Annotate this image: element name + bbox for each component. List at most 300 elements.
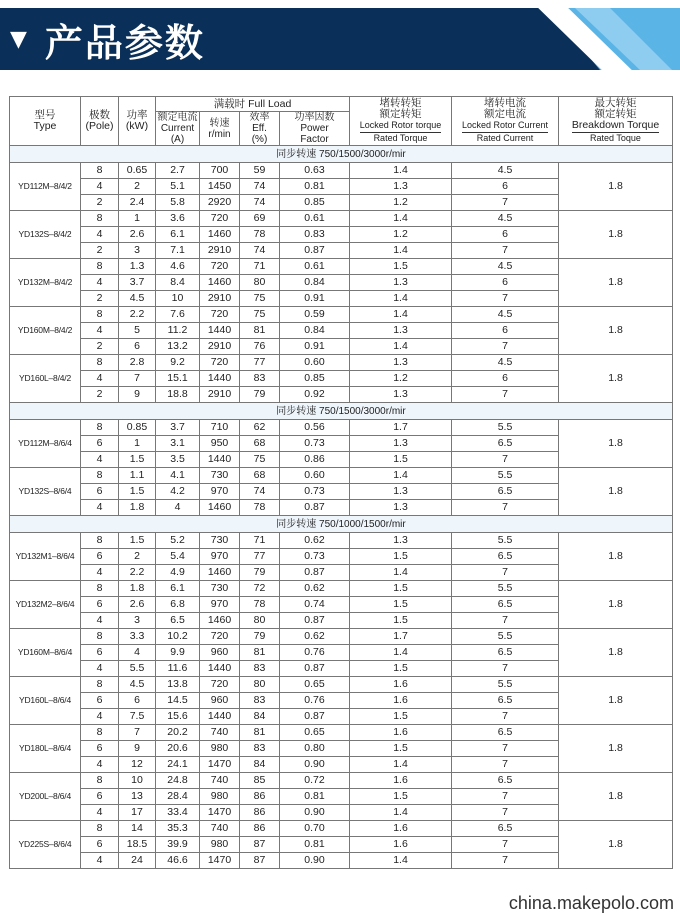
speed-cell: 960 [200,645,240,661]
power-cell: 1 [119,436,156,452]
table-row [10,581,673,597]
table-row [10,725,673,741]
locked-torque-cell: 1.3 [350,179,452,195]
locked-torque-cell: 1.5 [350,789,452,805]
col-full-load: 满载时 Full Load [156,97,350,112]
speed-cell: 1460 [200,275,240,291]
locked-torque-cell: 1.3 [350,436,452,452]
pf-cell: 0.90 [280,805,350,821]
eff-cell: 83 [240,741,280,757]
locked-torque-cell: 1.5 [350,549,452,565]
speed-cell: 1440 [200,709,240,725]
eff-cell: 85 [240,773,280,789]
current-cell: 4.2 [156,484,200,500]
locked-current-cell: 6.5 [452,484,559,500]
eff-cell: 68 [240,436,280,452]
power-cell: 1.1 [119,468,156,484]
power-cell: 9 [119,741,156,757]
current-cell: 5.8 [156,195,200,211]
locked-torque-cell: 1.4 [350,805,452,821]
pf-cell: 0.87 [280,565,350,581]
locked-torque-cell: 1.2 [350,227,452,243]
pole-cell: 4 [81,179,119,195]
eff-cell: 62 [240,420,280,436]
current-cell: 5.1 [156,179,200,195]
locked-torque-cell: 1.4 [350,291,452,307]
table-row [10,211,673,227]
power-cell: 12 [119,757,156,773]
breakdown-torque-cell: 1.8 [559,773,673,821]
power-cell: 2.6 [119,227,156,243]
current-cell: 4.9 [156,565,200,581]
model-type-cell: YD132M–8/4/2 [10,259,81,307]
locked-torque-cell: 1.5 [350,661,452,677]
breakdown-torque-cell: 1.8 [559,533,673,581]
pole-cell: 6 [81,789,119,805]
speed-cell: 1470 [200,853,240,869]
current-cell: 3.5 [156,452,200,468]
speed-cell: 1460 [200,565,240,581]
model-type-cell: YD112M–8/6/4 [10,420,81,468]
speed-cell: 960 [200,693,240,709]
pole-cell: 6 [81,693,119,709]
breakdown-torque-cell: 1.8 [559,725,673,773]
locked-current-cell: 6.5 [452,645,559,661]
breakdown-torque-cell: 1.8 [559,307,673,355]
power-cell: 14 [119,821,156,837]
eff-cell: 79 [240,565,280,581]
locked-current-cell: 5.5 [452,468,559,484]
pole-cell: 8 [81,355,119,371]
pole-cell: 4 [81,661,119,677]
locked-torque-cell: 1.6 [350,693,452,709]
locked-current-cell: 6 [452,275,559,291]
locked-torque-cell: 1.6 [350,821,452,837]
speed-cell: 1440 [200,323,240,339]
speed-cell: 740 [200,725,240,741]
eff-cell: 74 [240,484,280,500]
pf-cell: 0.90 [280,853,350,869]
speed-cell: 1440 [200,661,240,677]
locked-current-cell: 4.5 [452,163,559,179]
locked-current-cell: 7 [452,387,559,403]
power-cell: 2 [119,179,156,195]
current-cell: 15.6 [156,709,200,725]
power-cell: 2.8 [119,355,156,371]
section-title: 同步转速 750/1500/3000r/mir [10,403,673,420]
pole-cell: 6 [81,549,119,565]
current-cell: 5.2 [156,533,200,549]
speed-cell: 1470 [200,757,240,773]
locked-torque-cell: 1.6 [350,677,452,693]
current-cell: 13.8 [156,677,200,693]
power-cell: 4.5 [119,677,156,693]
table-row [10,355,673,371]
locked-torque-cell: 1.2 [350,371,452,387]
speed-cell: 980 [200,741,240,757]
col-breakdown-torque: 最大转矩 额定转矩 Breakdown Torque Rated Toque [559,97,673,146]
current-cell: 6.1 [156,227,200,243]
current-cell: 9.9 [156,645,200,661]
table-row [10,468,673,484]
power-cell: 0.65 [119,163,156,179]
eff-cell: 79 [240,387,280,403]
locked-torque-cell: 1.6 [350,773,452,789]
eff-cell: 81 [240,645,280,661]
pole-cell: 6 [81,436,119,452]
eff-cell: 80 [240,677,280,693]
eff-cell: 77 [240,549,280,565]
eff-cell: 76 [240,339,280,355]
pf-cell: 0.73 [280,484,350,500]
locked-current-cell: 5.5 [452,677,559,693]
speed-cell: 720 [200,259,240,275]
current-cell: 2.7 [156,163,200,179]
model-type-cell: YD160M–8/4/2 [10,307,81,355]
pole-cell: 8 [81,420,119,436]
section-header-row [10,516,673,533]
pf-cell: 0.81 [280,179,350,195]
eff-cell: 71 [240,259,280,275]
current-cell: 10 [156,291,200,307]
locked-torque-cell: 1.7 [350,420,452,436]
locked-current-cell: 5.5 [452,533,559,549]
eff-cell: 78 [240,597,280,613]
current-cell: 11.6 [156,661,200,677]
locked-current-cell: 7 [452,339,559,355]
col-power-factor: 功率因数 Power Factor [280,112,350,146]
power-cell: 7 [119,725,156,741]
spec-table [9,96,673,869]
power-cell: 4 [119,645,156,661]
locked-torque-cell: 1.4 [350,853,452,869]
power-cell: 2 [119,549,156,565]
speed-cell: 970 [200,484,240,500]
eff-cell: 83 [240,371,280,387]
locked-torque-cell: 1.5 [350,581,452,597]
current-cell: 6.8 [156,597,200,613]
eff-cell: 78 [240,227,280,243]
power-cell: 1.8 [119,500,156,516]
eff-cell: 83 [240,661,280,677]
power-cell: 1.5 [119,533,156,549]
speed-cell: 740 [200,821,240,837]
current-cell: 15.1 [156,371,200,387]
breakdown-torque-cell: 1.8 [559,677,673,725]
pf-cell: 0.59 [280,307,350,323]
current-cell: 39.9 [156,837,200,853]
pole-cell: 8 [81,821,119,837]
power-cell: 4.5 [119,291,156,307]
eff-cell: 86 [240,821,280,837]
pole-cell: 8 [81,773,119,789]
current-cell: 10.2 [156,629,200,645]
current-cell: 14.5 [156,693,200,709]
breakdown-torque-cell: 1.8 [559,259,673,307]
col-eff: 效率 Eff. (%) [240,112,280,146]
eff-cell: 86 [240,805,280,821]
locked-current-cell: 4.5 [452,355,559,371]
pole-cell: 4 [81,853,119,869]
table-body [10,146,673,869]
model-type-cell: YD132S–8/6/4 [10,468,81,516]
locked-torque-cell: 1.4 [350,163,452,179]
locked-current-cell: 7 [452,452,559,468]
speed-cell: 740 [200,773,240,789]
breakdown-torque-cell: 1.8 [559,821,673,869]
table-header [10,97,673,146]
speed-cell: 730 [200,533,240,549]
pole-cell: 4 [81,757,119,773]
current-cell: 20.2 [156,725,200,741]
speed-cell: 730 [200,581,240,597]
speed-cell: 720 [200,307,240,323]
pole-cell: 4 [81,323,119,339]
pole-cell: 2 [81,387,119,403]
pf-cell: 0.91 [280,339,350,355]
model-type-cell: YD225S–8/6/4 [10,821,81,869]
pf-cell: 0.81 [280,837,350,853]
pole-cell: 4 [81,613,119,629]
locked-current-cell: 4.5 [452,211,559,227]
speed-cell: 700 [200,163,240,179]
eff-cell: 81 [240,323,280,339]
locked-torque-cell: 1.4 [350,307,452,323]
pf-cell: 0.92 [280,387,350,403]
locked-current-cell: 7 [452,195,559,211]
locked-torque-cell: 1.5 [350,613,452,629]
pf-cell: 0.73 [280,549,350,565]
section-title: 同步转速 750/1500/3000r/mir [10,146,673,163]
locked-current-cell: 7 [452,757,559,773]
model-type-cell: YD132M1–8/6/4 [10,533,81,581]
pf-cell: 0.70 [280,821,350,837]
locked-torque-cell: 1.5 [350,452,452,468]
current-cell: 24.1 [156,757,200,773]
eff-cell: 87 [240,837,280,853]
power-cell: 1 [119,211,156,227]
speed-cell: 2910 [200,339,240,355]
eff-cell: 83 [240,693,280,709]
pole-cell: 8 [81,725,119,741]
pole-cell: 6 [81,645,119,661]
eff-cell: 80 [240,613,280,629]
pf-cell: 0.87 [280,613,350,629]
pf-cell: 0.81 [280,789,350,805]
current-cell: 46.6 [156,853,200,869]
speed-cell: 2910 [200,291,240,307]
banner-title: 产品参数 [44,20,205,65]
locked-current-cell: 7 [452,243,559,259]
locked-torque-cell: 1.4 [350,243,452,259]
pole-cell: 4 [81,371,119,387]
power-cell: 7.5 [119,709,156,725]
pole-cell: 6 [81,597,119,613]
power-cell: 1.5 [119,484,156,500]
spec-sheet [9,96,672,891]
current-cell: 24.8 [156,773,200,789]
table-row [10,163,673,179]
eff-cell: 79 [240,629,280,645]
power-cell: 5 [119,323,156,339]
locked-current-cell: 7 [452,853,559,869]
locked-current-cell: 7 [452,741,559,757]
eff-cell: 86 [240,789,280,805]
pf-cell: 0.80 [280,741,350,757]
model-type-cell: YD180L–8/6/4 [10,725,81,773]
power-cell: 9 [119,387,156,403]
banner-title-group [10,14,205,64]
pf-cell: 0.86 [280,452,350,468]
power-cell: 1.5 [119,452,156,468]
locked-current-cell: 7 [452,789,559,805]
breakdown-torque-cell: 1.8 [559,468,673,516]
col-locked-torque: 堵转转矩 额定转矩 Locked Rotor torque Rated Torque [350,97,452,146]
locked-current-cell: 7 [452,613,559,629]
current-cell: 9.2 [156,355,200,371]
speed-cell: 720 [200,629,240,645]
table-row [10,259,673,275]
speed-cell: 970 [200,549,240,565]
eff-cell: 80 [240,275,280,291]
pf-cell: 0.85 [280,371,350,387]
model-type-cell: YD132S–8/4/2 [10,211,81,259]
table-row [10,533,673,549]
pf-cell: 0.87 [280,661,350,677]
current-cell: 13.2 [156,339,200,355]
pole-cell: 2 [81,291,119,307]
locked-torque-cell: 1.3 [350,484,452,500]
speed-cell: 710 [200,420,240,436]
eff-cell: 59 [240,163,280,179]
pf-cell: 0.83 [280,227,350,243]
breakdown-torque-cell: 1.8 [559,211,673,259]
current-cell: 18.8 [156,387,200,403]
current-cell: 8.4 [156,275,200,291]
current-cell: 3.1 [156,436,200,452]
pole-cell: 2 [81,339,119,355]
power-cell: 0.85 [119,420,156,436]
pole-cell: 6 [81,837,119,853]
pf-cell: 0.63 [280,163,350,179]
breakdown-torque-cell: 1.8 [559,420,673,468]
model-type-cell: YD200L–8/6/4 [10,773,81,821]
col-power: 功率 (kW) [119,97,156,146]
speed-cell: 970 [200,597,240,613]
speed-cell: 1460 [200,613,240,629]
locked-torque-cell: 1.7 [350,629,452,645]
model-type-cell: YD112M–8/4/2 [10,163,81,211]
power-cell: 3.3 [119,629,156,645]
power-cell: 1.8 [119,581,156,597]
pole-cell: 4 [81,452,119,468]
current-cell: 33.4 [156,805,200,821]
speed-cell: 980 [200,789,240,805]
model-type-cell: YD132M2–8/6/4 [10,581,81,629]
speed-cell: 2910 [200,243,240,259]
power-cell: 1.3 [119,259,156,275]
locked-torque-cell: 1.5 [350,259,452,275]
breakdown-torque-cell: 1.8 [559,163,673,211]
pf-cell: 0.72 [280,773,350,789]
pf-cell: 0.61 [280,211,350,227]
power-cell: 2.2 [119,307,156,323]
pole-cell: 4 [81,709,119,725]
col-locked-current: 堵转电流 额定电流 Locked Rotor Current Rated Current [452,97,559,146]
pf-cell: 0.62 [280,581,350,597]
pf-cell: 0.61 [280,259,350,275]
breakdown-torque-cell: 1.8 [559,629,673,677]
power-cell: 2.4 [119,195,156,211]
locked-current-cell: 7 [452,661,559,677]
current-cell: 35.3 [156,821,200,837]
eff-cell: 84 [240,757,280,773]
pole-cell: 4 [81,227,119,243]
eff-cell: 74 [240,243,280,259]
speed-cell: 1440 [200,371,240,387]
locked-torque-cell: 1.5 [350,709,452,725]
table-row [10,773,673,789]
locked-torque-cell: 1.4 [350,339,452,355]
locked-current-cell: 4.5 [452,259,559,275]
pf-cell: 0.65 [280,725,350,741]
locked-current-cell: 7 [452,709,559,725]
pole-cell: 8 [81,533,119,549]
locked-torque-cell: 1.5 [350,597,452,613]
speed-cell: 2920 [200,195,240,211]
current-cell: 3.6 [156,211,200,227]
locked-current-cell: 4.5 [452,307,559,323]
model-type-cell: YD160L–8/4/2 [10,355,81,403]
breakdown-torque-cell: 1.8 [559,355,673,403]
breakdown-torque-cell: 1.8 [559,581,673,629]
speed-cell: 1460 [200,500,240,516]
locked-torque-cell: 1.3 [350,533,452,549]
speed-cell: 1450 [200,179,240,195]
watermark: china.makepolo.com [508,893,674,913]
current-cell: 6.5 [156,613,200,629]
speed-cell: 720 [200,677,240,693]
col-rated-current: 额定电流 Current (A) [157,112,198,145]
table-row [10,307,673,323]
pole-cell: 8 [81,211,119,227]
locked-current-cell: 6.5 [452,597,559,613]
eff-cell: 69 [240,211,280,227]
pf-cell: 0.87 [280,709,350,725]
power-cell: 24 [119,853,156,869]
locked-current-cell: 6.5 [452,549,559,565]
pole-cell: 8 [81,629,119,645]
speed-cell: 720 [200,355,240,371]
power-cell: 6 [119,693,156,709]
pf-cell: 0.84 [280,323,350,339]
power-cell: 13 [119,789,156,805]
locked-torque-cell: 1.3 [350,275,452,291]
locked-torque-cell: 1.4 [350,757,452,773]
locked-current-cell: 5.5 [452,629,559,645]
section-header-row [10,403,673,420]
current-cell: 20.6 [156,741,200,757]
locked-current-cell: 6 [452,227,559,243]
eff-cell: 84 [240,709,280,725]
locked-torque-cell: 1.4 [350,565,452,581]
section-title: 同步转速 750/1000/1500r/mir [10,516,673,533]
model-type-cell: YD160L–8/6/4 [10,677,81,725]
locked-torque-cell: 1.3 [350,355,452,371]
pole-cell: 4 [81,805,119,821]
pole-cell: 4 [81,500,119,516]
power-cell: 17 [119,805,156,821]
